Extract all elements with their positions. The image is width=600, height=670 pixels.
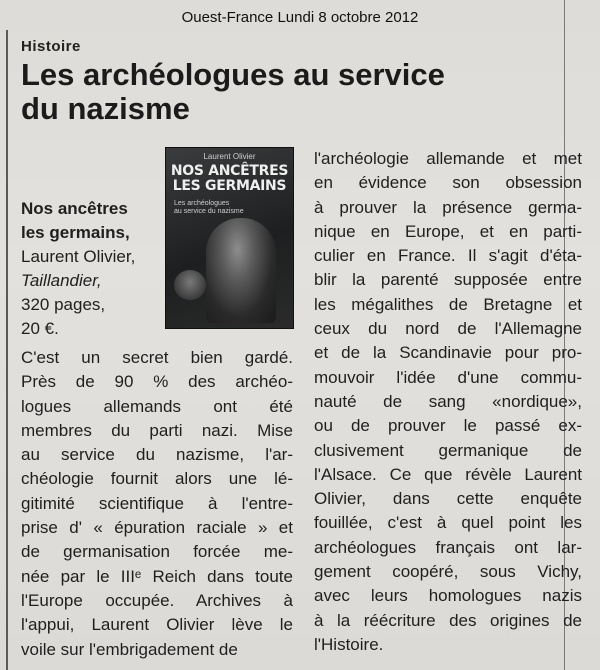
article-text-line: l'archéologie allemande et met xyxy=(314,149,582,168)
cover-portrait-photo xyxy=(206,218,276,323)
article-text-line: Olivier, dans cette enquête xyxy=(314,489,582,509)
column-rule-left xyxy=(6,30,8,670)
cover-author: Laurent Olivier xyxy=(203,152,256,161)
book-title-line: Nos ancêtres xyxy=(21,199,128,218)
article-text-line: prise d' « épuration raciale » et xyxy=(21,518,293,538)
article-text-line: culier en France. Il s'agit d'éta- xyxy=(314,246,582,266)
article-text-line: voile sur l'embrigadement de xyxy=(21,639,238,659)
article-text-line: nique en Europe, et en parti- xyxy=(314,221,582,241)
cover-title-line: LES GERMAINS xyxy=(172,178,287,194)
book-title-line: les germains, xyxy=(21,223,130,242)
cover-hand-detail xyxy=(174,270,206,300)
book-info xyxy=(21,197,161,341)
article-text-line: de germanisation forcée me- xyxy=(21,542,293,562)
article-text-line: avec leurs homologues nazis xyxy=(314,586,582,606)
article-text-line: chéologie fournit alors une lé- xyxy=(21,469,293,489)
article-text-line: et de la Scandinavie pour pro- xyxy=(314,343,582,363)
book-cover-image xyxy=(165,147,294,329)
book-pages: 320 pages, xyxy=(21,295,106,314)
article-text-line: à la réécriture des origines de xyxy=(314,610,582,630)
article-text-line: nauté de sang «nordique», xyxy=(314,391,582,411)
article-text-line: en évidence son obsession xyxy=(314,173,582,193)
cover-title-line: NOS ANCÊTRES xyxy=(170,163,289,179)
section-kicker xyxy=(21,38,81,55)
article-text-line: gement coopéré, sous Vichy, xyxy=(314,562,582,582)
article-text-line: au service du nazisme, l'ar- xyxy=(21,445,293,465)
book-author: Laurent Olivier, xyxy=(21,247,136,266)
article-text-line: fouillée, c'est à quel point les xyxy=(314,513,582,533)
article-text-line: gitimité scientifique à l'entre- xyxy=(21,493,293,513)
article-text-line: l'appui, Laurent Olivier lève le xyxy=(21,615,293,635)
article-text-line: ou de prouver le passé ex- xyxy=(314,416,582,436)
article-text-line: C'est un secret bien gardé. xyxy=(21,348,293,367)
article-text-line: les mégalithes de Bretagne et xyxy=(314,294,582,314)
article-text-line: blir la parenté supposée entre xyxy=(314,270,582,290)
article-text-line: ceux du nord de l'Allemagne xyxy=(314,319,582,339)
article-text-line: archéologues français ont lar- xyxy=(314,537,582,557)
article-text-line: l'Alsace. Ce que révèle Laurent xyxy=(314,464,582,484)
source-line: Ouest-France Lundi 8 octobre 2012 xyxy=(181,9,419,26)
cover-title xyxy=(170,164,289,194)
article-column-2 xyxy=(314,147,582,657)
cover-subtitle-line: au service du nazisme xyxy=(174,208,244,215)
headline xyxy=(21,58,551,126)
article-text-line: mouvoir l'idée d'une commu- xyxy=(314,367,582,387)
cover-subtitle xyxy=(174,200,254,216)
book-publisher: Taillandier, xyxy=(21,271,102,290)
article-text-line: clusivement germanique de xyxy=(314,440,582,460)
headline-line: du nazisme xyxy=(21,91,190,126)
section-label: Histoire xyxy=(21,38,81,55)
article-text-line: membres du parti nazi. Mise xyxy=(21,420,293,440)
cover-subtitle-line: Les archéologues xyxy=(174,200,230,207)
article-text-line: logues allemands ont été xyxy=(21,396,293,416)
article-text-line: à prouver la présence germa- xyxy=(314,197,582,217)
article-text-line: Près de 90 % des archéo- xyxy=(21,372,293,392)
book-price: 20 €. xyxy=(21,319,59,338)
article-text-line: l'Europe occupée. Archives à xyxy=(21,590,293,610)
article-text-line: l'Histoire. xyxy=(314,634,384,654)
headline-line: Les archéologues au service xyxy=(21,57,445,92)
article-column-1 xyxy=(21,346,293,662)
article-text-line: née par le IIIᵉ Reich dans toute xyxy=(21,566,293,586)
